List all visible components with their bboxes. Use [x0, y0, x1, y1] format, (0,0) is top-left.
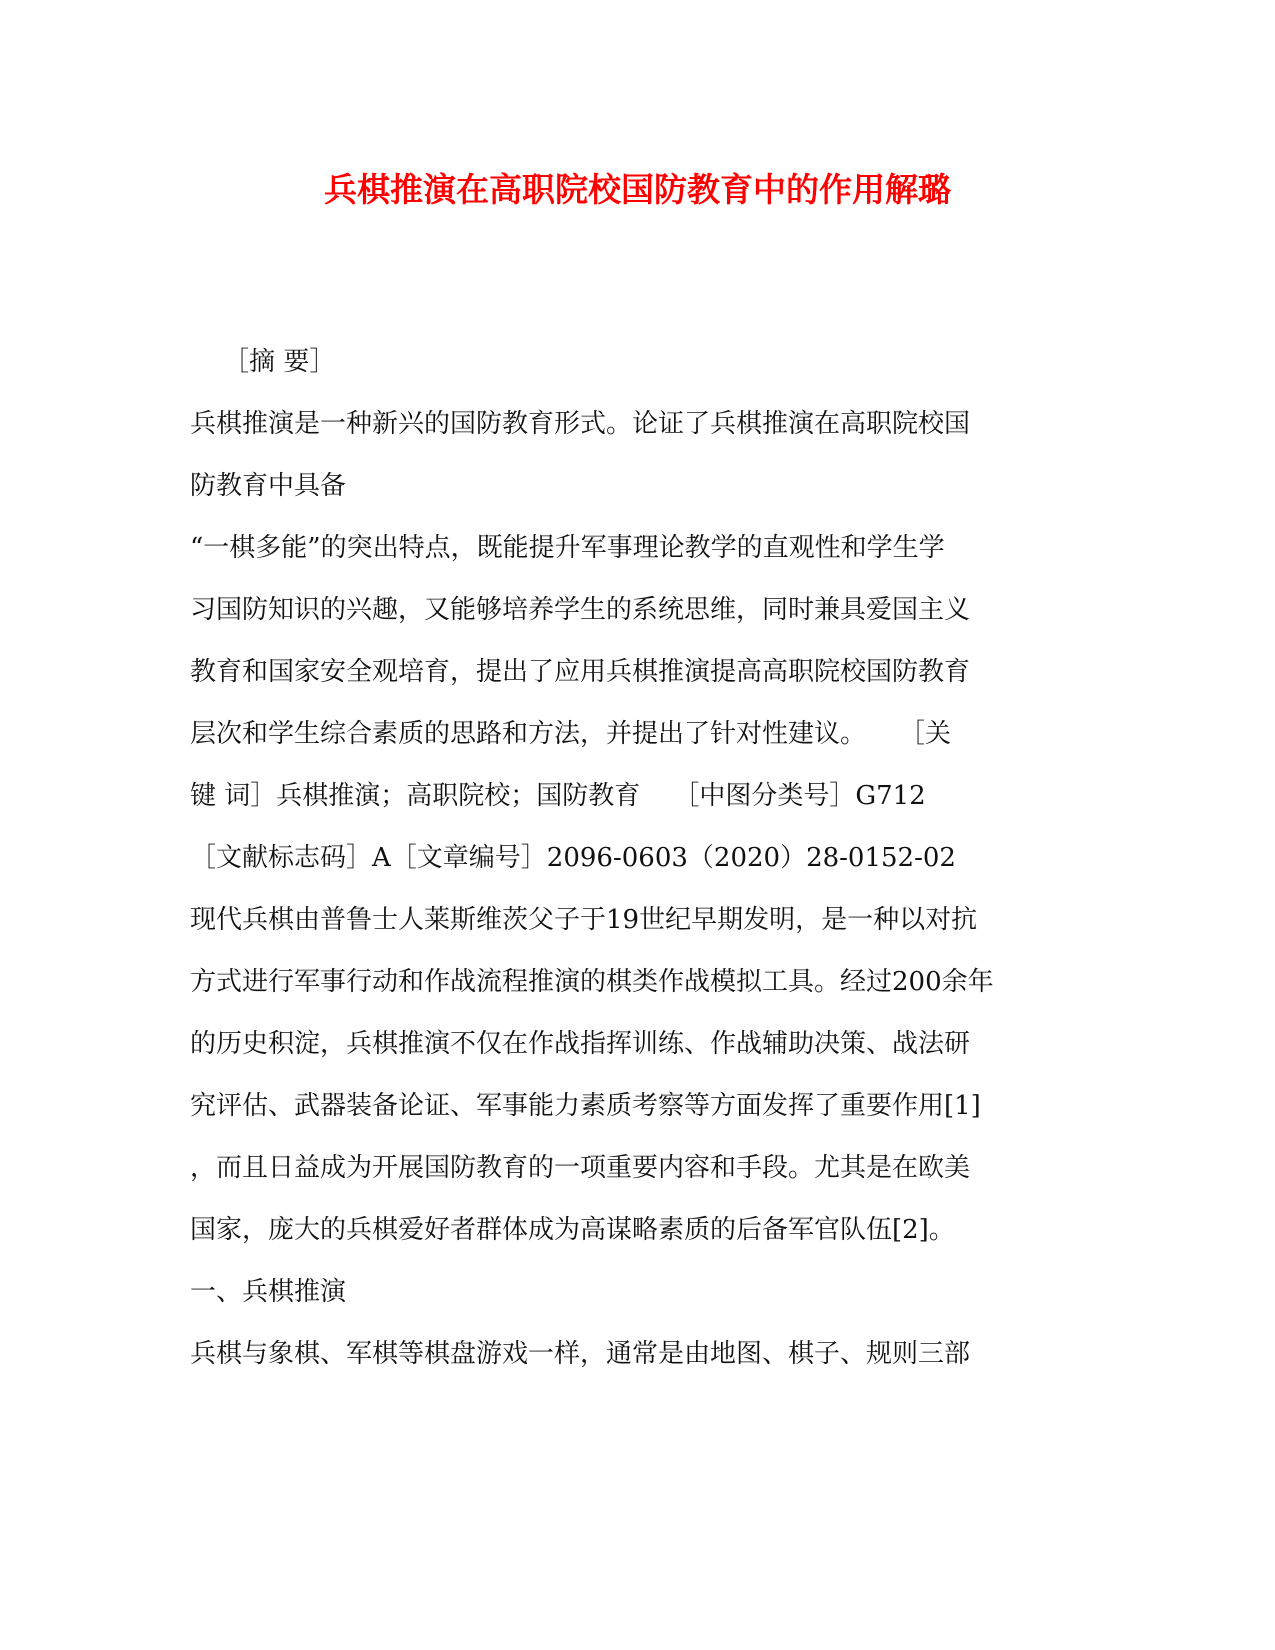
keywords-line: 键 词］兵棋推演；高职院校；国防教育 ［中图分类号］G712 — [190, 781, 926, 811]
body-line: 的历史积淀，兵棋推演不仅在作战指挥训练、作战辅助决策、战法研 — [190, 1029, 971, 1059]
body-line: 习国防知识的兴趣，又能够培养学生的系统思维，同时兼具爱国主义 — [190, 595, 971, 625]
body-line: 防教育中具备 — [190, 471, 347, 501]
identifier-line: ［文献标志码］A［文章编号］2096-0603（2020）28-0152-02 — [190, 843, 956, 873]
section-heading: 一、兵棋推演 — [190, 1277, 347, 1307]
abstract-heading: ［摘 要］ — [190, 347, 336, 377]
document-title: 兵棋推演在高职院校国防教育中的作用解璐 — [324, 170, 951, 209]
body-line: 层次和学生综合素质的思路和方法，并提出了针对性建议。 ［关 — [190, 719, 952, 749]
body-line: 兵棋与象棋、军棋等棋盘游戏一样，通常是由地图、棋子、规则三部 — [190, 1339, 971, 1369]
body-line: ，而且日益成为开展国防教育的一项重要内容和手段。尤其是在欧美 — [190, 1153, 971, 1183]
body-line: 教育和国家安全观培育，提出了应用兵棋推演提高高职院校国防教育 — [190, 657, 971, 687]
body-line: “一棋多能”的突出特点，既能提升军事理论教学的直观性和学生学 — [190, 533, 945, 563]
body-line: 国家，庞大的兵棋爱好者群体成为高谋略素质的后备军官队伍[2]。 — [190, 1215, 955, 1245]
body-line: 究评估、武器装备论证、军事能力素质考察等方面发挥了重要作用[1] — [190, 1091, 981, 1121]
body-line: 现代兵棋由普鲁士人莱斯维茨父子于19世纪早期发明，是一种以对抗 — [190, 905, 978, 935]
body-line: 方式进行军事行动和作战流程推演的棋类作战模拟工具。经过200余年 — [190, 967, 994, 997]
body-line: 兵棋推演是一种新兴的国防教育形式。论证了兵棋推演在高职院校国 — [190, 409, 971, 439]
